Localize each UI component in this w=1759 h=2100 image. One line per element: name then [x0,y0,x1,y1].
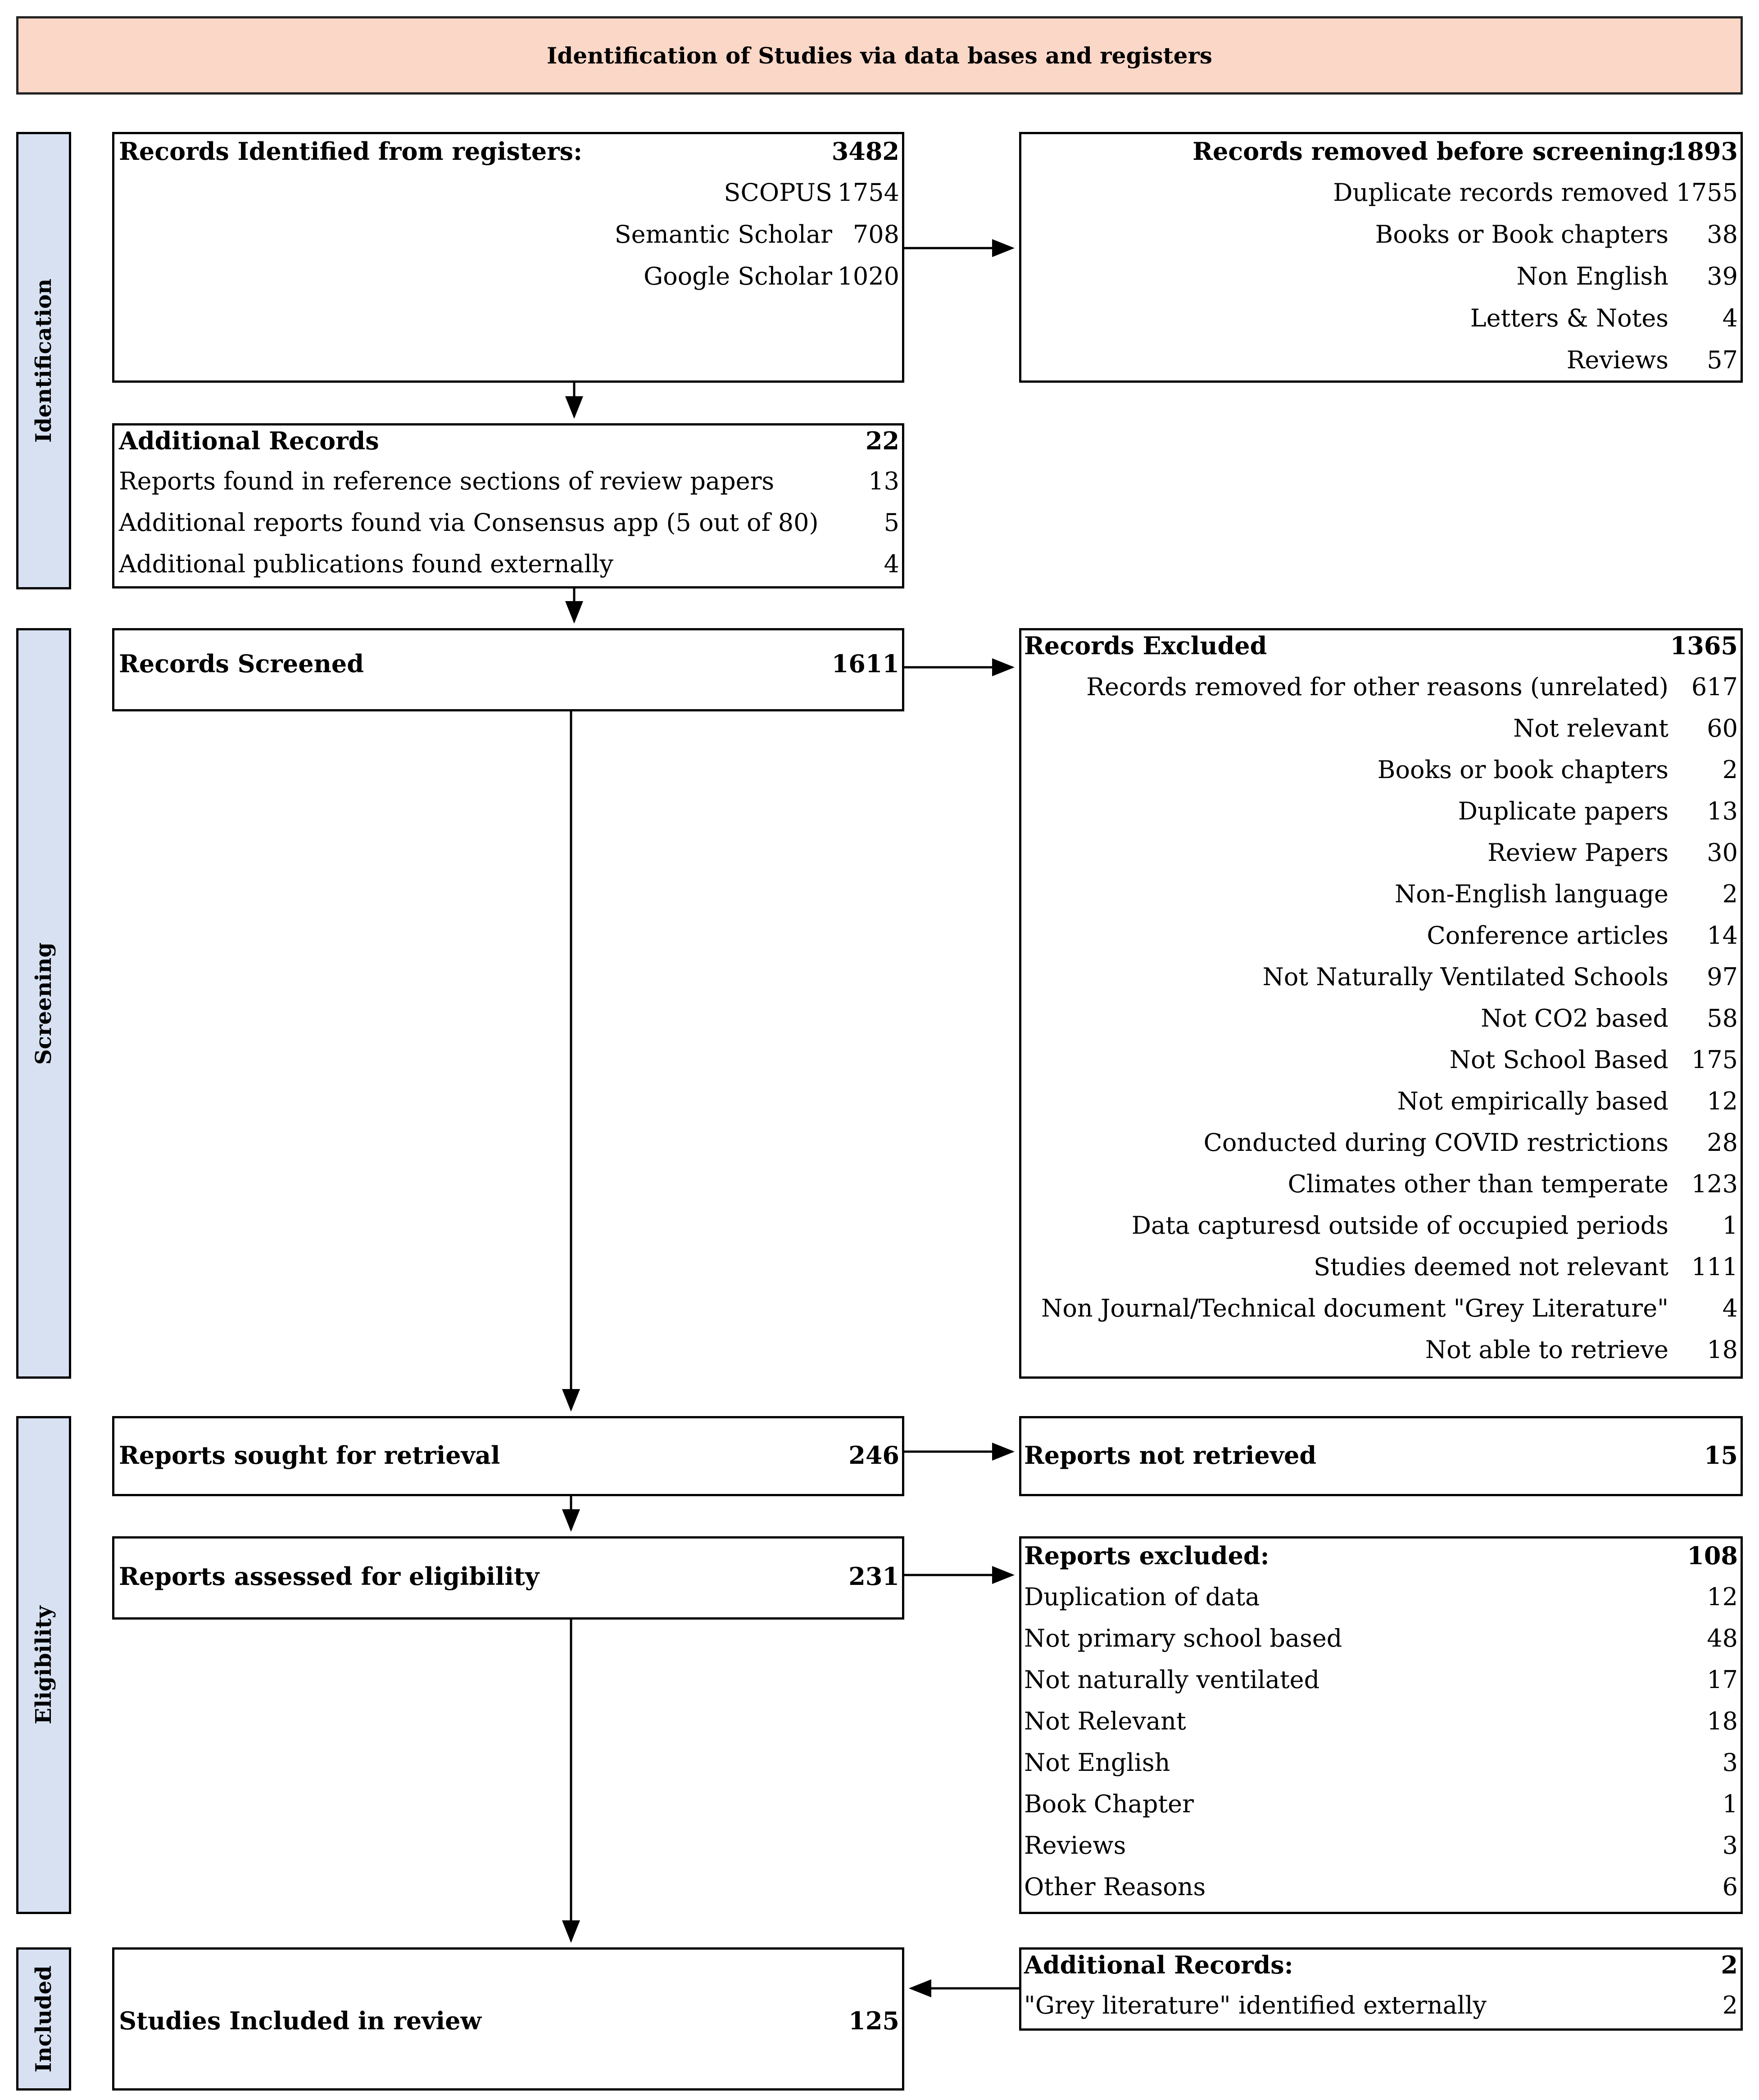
assessed-title: Reports assessed for eligibility [119,1562,539,1591]
removed-reason-label: Duplicate records removed [1333,178,1668,207]
included-total: 125 [848,2006,899,2035]
phase-screening [16,628,71,1379]
excluded-reason-label: Records removed for other reasons (unrelated) [1086,673,1668,701]
phase-included-label: Included [31,1965,56,2073]
reports-excluded-count: 3 [1722,1831,1738,1860]
excluded-total: 1365 [1670,631,1738,660]
removed-before-title: Records removed before screening: [1192,137,1675,166]
reports-not-retrieved-box [1019,1416,1743,1496]
grey-total: 2 [1721,1951,1738,1979]
records-excluded-box [1019,628,1743,1379]
phase-eligibility-label: Eligibility [31,1606,56,1724]
excluded-reason-count: 4 [1722,1294,1738,1322]
removed-before-total: 1893 [1670,137,1738,166]
reports-excluded-label: Other Reasons [1024,1873,1206,1901]
reports-excluded-count: 1 [1722,1790,1738,1818]
reports-excluded-total: 108 [1687,1541,1738,1570]
excluded-reason-count: 175 [1691,1045,1738,1074]
excluded-reason-count: 111 [1691,1253,1738,1281]
removed-reason-label: Reviews [1566,346,1668,374]
phase-eligibility [16,1416,71,1914]
reports-excluded-count: 12 [1707,1583,1738,1611]
records-screened-box [112,628,904,711]
removed-reason-count: 39 [1707,262,1738,290]
reports-excluded-label: Not Relevant [1024,1707,1186,1735]
excluded-reason-label: Conducted during COVID restrictions [1203,1128,1668,1157]
excluded-reason-label: Not School Based [1449,1045,1668,1074]
phase-identification-label: Identification [31,278,56,443]
register-label: SCOPUS [724,178,832,207]
excluded-reason-count: 123 [1691,1170,1738,1198]
reports-excluded-count: 48 [1707,1624,1738,1652]
reports-excluded-label: Not English [1024,1748,1170,1777]
register-label: Semantic Scholar [614,220,832,249]
excluded-reason-label: Studies deemed not relevant [1314,1253,1668,1281]
reports-excluded-label: Not primary school based [1024,1624,1342,1652]
reports-sought-box [112,1416,904,1496]
grey-title: Additional Records: [1024,1951,1293,1979]
reports-excluded-count: 3 [1722,1748,1738,1777]
additional-label: Additional publications found externally [119,550,614,578]
excluded-reason-count: 14 [1707,921,1738,950]
excluded-reason-label: Not CO2 based [1481,1004,1668,1032]
not-retrieved-title: Reports not retrieved [1024,1441,1317,1470]
sought-total: 246 [848,1441,899,1470]
reports-excluded-label: Book Chapter [1024,1790,1194,1818]
removed-reason-label: Letters & Notes [1470,304,1668,332]
excluded-reason-count: 617 [1691,673,1738,701]
register-label: Google Scholar [644,262,832,290]
removed-reason-label: Books or Book chapters [1375,220,1668,249]
not-retrieved-total: 15 [1704,1441,1738,1470]
removed-reason-count: 38 [1707,220,1738,249]
excluded-reason-count: 13 [1707,797,1738,825]
grey-count: 2 [1722,1991,1738,2019]
additional-label: Additional reports found via Consensus app (5 out of 80) [119,508,819,537]
phase-identification [16,132,71,589]
reports-excluded-count: 17 [1707,1666,1738,1694]
excluded-reason-label: Not Naturally Ventilated Schools [1262,963,1668,991]
additional-title: Additional Records [119,426,379,455]
excluded-reason-label: Not able to retrieve [1425,1335,1668,1364]
sought-title: Reports sought for retrieval [119,1441,500,1470]
reports-excluded-count: 6 [1722,1873,1738,1901]
additional-records-box [112,423,904,588]
excluded-reason-count: 28 [1707,1128,1738,1157]
reports-excluded-box [1019,1536,1743,1914]
excluded-reason-count: 60 [1707,714,1738,742]
screened-title: Records Screened [119,649,364,678]
excluded-reason-count: 30 [1707,838,1738,867]
additional-label: Reports found in reference sections of review papers [119,467,775,495]
excluded-title: Records Excluded [1024,631,1267,660]
removed-reason-label: Non English [1516,262,1668,290]
register-count: 1754 [837,178,899,207]
additional-total: 22 [865,426,899,455]
excluded-reason-count: 97 [1707,963,1738,991]
excluded-reason-label: Data capturesd outside of occupied periods [1131,1211,1668,1240]
reports-excluded-label: Duplication of data [1024,1583,1260,1611]
excluded-reason-count: 58 [1707,1004,1738,1032]
excluded-reason-count: 12 [1707,1087,1738,1115]
reports-assessed-box [112,1536,904,1620]
phase-included [16,1947,71,2091]
removed-reason-count: 4 [1722,304,1738,332]
assessed-total: 231 [848,1562,899,1591]
reports-excluded-count: 18 [1707,1707,1738,1735]
excluded-reason-count: 2 [1722,880,1738,908]
grey-literature-box [1019,1947,1743,2031]
reports-excluded-label: Not naturally ventilated [1024,1666,1320,1694]
excluded-reason-label: Review Papers [1487,838,1668,867]
phase-screening-label: Screening [31,942,56,1065]
excluded-reason-label: Not empirically based [1397,1087,1668,1115]
excluded-reason-label: Duplicate papers [1458,797,1668,825]
studies-included-box [112,1947,904,2091]
screened-total: 1611 [831,649,899,678]
excluded-reason-label: Not relevant [1513,714,1668,742]
removed-before-box [1019,132,1743,383]
grey-label: "Grey literature" identified externally [1024,1991,1487,2019]
header-title: Identification of Studies via data bases and registers [16,16,1743,95]
registers-box [112,132,904,383]
included-title: Studies Included in review [119,2006,481,2035]
removed-reason-count: 57 [1707,346,1738,374]
excluded-reason-label: Books or book chapters [1377,756,1668,784]
excluded-reason-label: Non-English language [1394,880,1668,908]
register-count: 1020 [837,262,899,290]
excluded-reason-count: 18 [1707,1335,1738,1364]
excluded-reason-label: Climates other than temperate [1288,1170,1668,1198]
excluded-reason-count: 2 [1722,756,1738,784]
additional-count: 4 [884,550,899,578]
reports-excluded-label: Reviews [1024,1831,1126,1860]
excluded-reason-label: Non Journal/Technical document "Grey Literature" [1041,1294,1668,1322]
registers-title: Records Identified from registers: [119,137,583,166]
additional-count: 5 [884,508,899,537]
register-count: 708 [852,220,899,249]
registers-total: 3482 [831,137,899,166]
removed-reason-count: 1755 [1676,178,1738,207]
excluded-reason-label: Conference articles [1427,921,1668,950]
additional-count: 13 [868,467,899,495]
excluded-reason-count: 1 [1722,1211,1738,1240]
reports-excluded-title: Reports excluded: [1024,1541,1269,1570]
